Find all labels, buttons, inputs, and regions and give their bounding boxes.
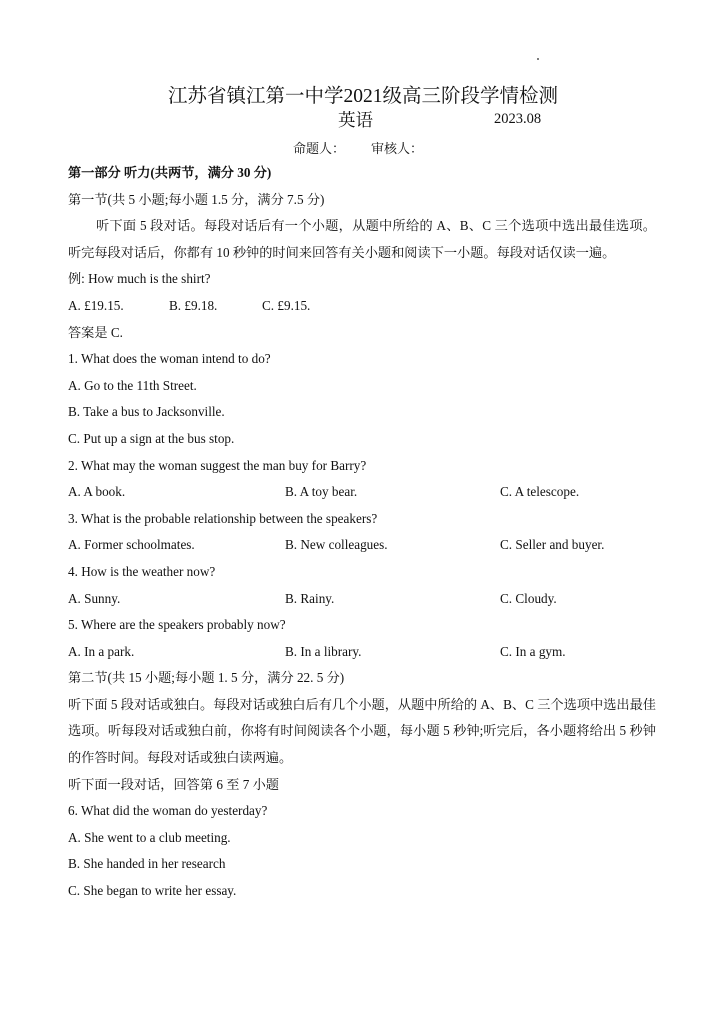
question-4-option-c: C. Cloudy. — [500, 590, 557, 606]
exam-body — [68, 160, 656, 905]
example-option-b: B. £9.18. — [169, 297, 218, 313]
question-3-option-b: B. New colleagues. — [285, 537, 388, 553]
question-1-stem: 1. What does the woman intend to do? — [68, 351, 271, 367]
reviewer-label: 审核人： — [371, 141, 424, 156]
question-4-stem: 4. How is the weather now? — [68, 563, 216, 579]
authors-line — [293, 138, 423, 157]
example-option-c: C. £9.15. — [262, 297, 311, 313]
question-3-option-c: C. Seller and buyer. — [500, 537, 605, 553]
question-5-stem: 5. Where are the speakers probably now? — [68, 617, 286, 633]
question-4-option-a: A. Sunny. — [68, 590, 121, 606]
exam-date: 2023.08 — [494, 111, 542, 127]
question-5-option-a: A. In a park. — [68, 643, 135, 659]
question-6-stem: 6. What did the woman do yesterday? — [68, 803, 268, 819]
question-1-option-a: A. Go to the 11th Street. — [68, 377, 197, 393]
dialogue-intro: 听下面一段对话，回答第 6 至 7 小题 — [68, 776, 279, 792]
example-answer: 答案是 C. — [68, 324, 123, 340]
exam-title: 江苏省镇江第一中学2021级高三阶段学情检测 — [168, 86, 559, 107]
question-6-option-a: A. She went to a club meeting. — [68, 829, 231, 845]
question-4-options — [68, 586, 656, 613]
question-2-stem: 2. What may the woman suggest the man buy for Barry? — [68, 457, 367, 473]
question-6-option-b: B. She handed in her research — [68, 856, 226, 872]
question-2-options — [68, 479, 656, 506]
part1-heading: 第一部分 听力(共两节，满分 30 分) — [68, 165, 272, 180]
question-4-option-b: B. Rainy. — [285, 590, 335, 606]
question-2-option-a: A. A book. — [68, 484, 126, 500]
question-3-option-a: A. Former schoolmates. — [68, 537, 195, 553]
question-5-option-c: C. In a gym. — [500, 643, 566, 659]
question-2-option-b: B. A toy bear. — [285, 484, 358, 500]
question-5-options — [68, 639, 656, 666]
question-3-stem: 3. What is the probable relationship between the speakers? — [68, 510, 378, 526]
question-1-option-c: C. Put up a sign at the bus stop. — [68, 430, 235, 446]
section1-heading: 第一节(共 5 小题;每小题 1.5 分，满分 7.5 分) — [68, 191, 325, 207]
question-1-option-b: B. Take a bus to Jacksonville. — [68, 404, 225, 420]
section1-instructions: 听下面 5 段对话。每段对话后有一个小题，从题中所给的 A、B、C 三个选项中选出最佳选项。听完每段对话后，你都有 10 秒钟的时间来回答有关小题和阅读下一小题。每段对话仅读一遍。 — [68, 218, 656, 260]
section2-heading: 第二节(共 15 小题;每小题 1. 5 分，满分 22. 5 分) — [68, 670, 345, 686]
scan-dot — [537, 58, 539, 60]
question-6-option-c: C. She began to write her essay. — [68, 883, 237, 899]
example-option-a: A. £19.15. — [68, 297, 124, 313]
section2-instructions: 听下面 5 段对话或独白。每段对话或独白后有几个小题，从题中所给的 A、B、C 三个选项中选出最佳选项。听每段对话或独白前，你将有时间阅读各个小题，每小题 5 秒钟;听完后，各小题将给出 5 秒钟的作答时间。每段对话或独白读两遍。 — [68, 696, 656, 766]
setter-label: 命题人： — [293, 141, 346, 156]
question-5-option-b: B. In a library. — [285, 643, 362, 659]
example-question: 例: How much is the shirt? — [68, 271, 211, 287]
question-2-option-c: C. A telescope. — [500, 484, 580, 500]
example-options — [68, 293, 656, 320]
question-3-options — [68, 532, 656, 559]
subject-label: 英语 — [338, 110, 373, 130]
